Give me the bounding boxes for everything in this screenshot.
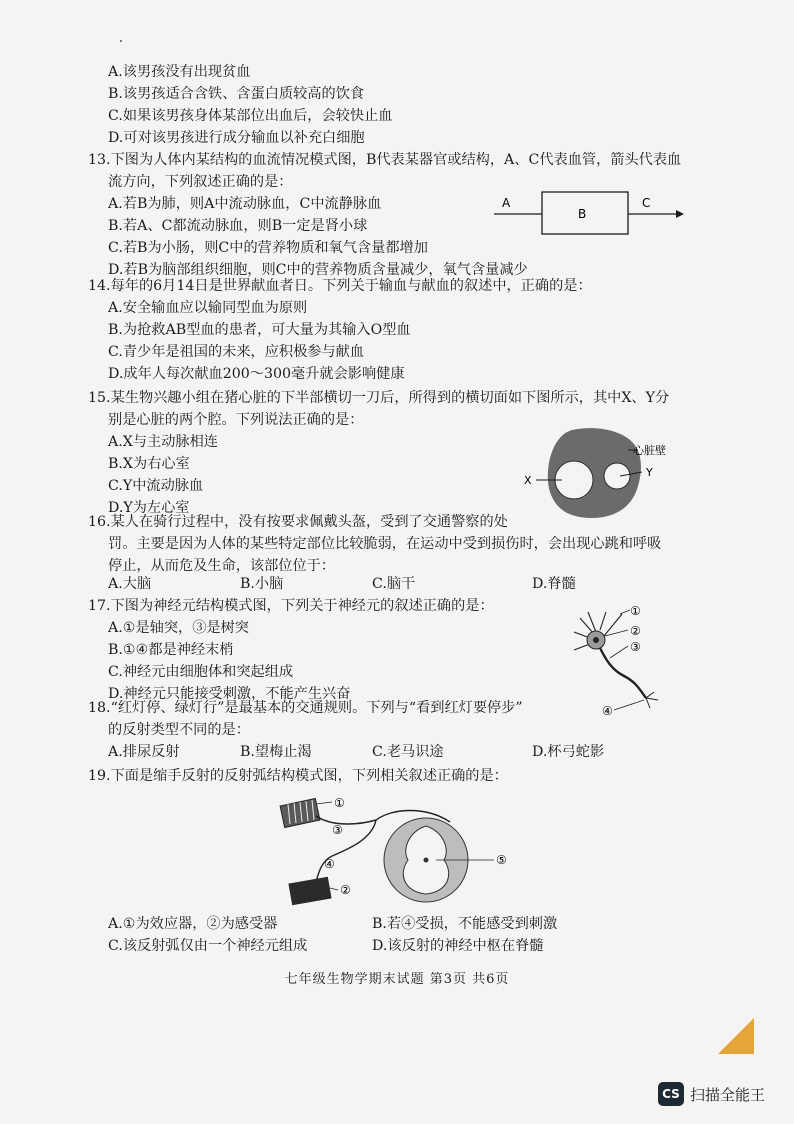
- label-3: ③: [332, 823, 343, 837]
- q15-option-a: A.X与主动脉相连: [108, 434, 218, 450]
- q15-stem-cont: 别是心脏的两个腔。下列说法正确的是：: [108, 412, 364, 428]
- axon-terminals: [646, 692, 658, 708]
- q13-stem-cont: 流方向，下列叙述正确的是：: [108, 174, 293, 190]
- q16-stem-cont: 罚。主要是因为人体的某些特定部位比较脆弱，在运动中受到损伤时，会出现心跳和呼吸: [108, 536, 662, 552]
- q19-option-d: D.该反射的神经中枢在脊髓: [372, 938, 544, 954]
- watermark-text: 扫描全能王: [690, 1085, 766, 1104]
- q19-option-a: A.①为效应器，②为感受器: [108, 916, 278, 932]
- q17-option-b: B.①④都是神经末梢: [108, 642, 234, 658]
- reflex-arc-diagram: [276, 794, 526, 912]
- page-curl-corner: [718, 1018, 754, 1054]
- q16-option-d: D.脊髓: [532, 576, 576, 592]
- q17-option-a: A.①是轴突，③是树突: [108, 620, 249, 636]
- q17-option-c: C.神经元由细胞体和突起组成: [108, 664, 294, 680]
- arrow-head: [676, 210, 684, 218]
- q14-option-d: D.成年人每次献血200～300毫升就会影响健康: [108, 366, 405, 382]
- q16-stem: 16.某人在骑行过程中，没有按要求佩戴头盔，受到了交通警察的处: [88, 514, 508, 530]
- effector-muscle: [288, 877, 331, 906]
- scanner-watermark: [658, 1082, 765, 1106]
- q13-option-a: A.若B为肺，则A中流动脉血，C中流静脉血: [108, 196, 382, 212]
- q14-option-a: A.安全输血应以输同型血为原则: [108, 300, 308, 316]
- q18-stem: 18.“红灯停、绿灯行”是最基本的交通规则。下列与“看到红灯要停步”: [88, 700, 523, 716]
- page-footer: 七年级生物学期末试题 第3页 共6页: [284, 972, 510, 987]
- q12-option-b: B.该男孩适合含铁、含蛋白质较高的饮食: [108, 86, 365, 102]
- q14-option-b: B.为抢救AB型血的患者，可大量为其输入O型血: [108, 322, 411, 338]
- nucleus: [593, 637, 599, 643]
- label-x: X: [524, 474, 532, 487]
- q13-option-c: C.若B为小肠，则C中的营养物质和氧气含量都增加: [108, 240, 428, 256]
- chamber-y: [604, 463, 630, 489]
- q12-option-d: D.可对该男孩进行成分输血以补充白细胞: [108, 130, 365, 146]
- label-b: B: [578, 207, 587, 221]
- label-1: ①: [334, 796, 345, 810]
- q18-option-c: C.老马识途: [372, 744, 444, 760]
- q17-option-d: D.神经元只能接受刺激，不能产生兴奋: [108, 686, 351, 702]
- label-2: ②: [630, 624, 641, 638]
- q19-option-b: B.若④受损，不能感受到刺激: [372, 916, 558, 932]
- speck: [120, 40, 122, 42]
- neuron-diagram: [566, 600, 666, 722]
- label-1: ①: [630, 604, 641, 618]
- label-3: ③: [630, 640, 641, 654]
- q18-option-b: B.望梅止渴: [240, 744, 312, 760]
- label-y: Y: [646, 466, 653, 479]
- blood-flow-diagram: [490, 186, 690, 236]
- q12-option-c: C.如果该男孩身体某部位出血后，会较快止血: [108, 108, 393, 124]
- q16-option-c: C.脑干: [372, 576, 416, 592]
- label-4: ④: [602, 704, 613, 718]
- q13-option-b: B.若A、C都流动脉血，则B一定是肾小球: [108, 218, 368, 234]
- q15-option-d: D.Y为左心室: [108, 500, 190, 516]
- receptor-skin: [280, 798, 320, 827]
- q13-option-d: D.若B为脑部组织细胞，则C中的营养物质含量减少，氧气含量减少: [108, 262, 528, 278]
- q18-option-a: A.排尿反射: [108, 744, 180, 760]
- label-wall: 心脏壁: [633, 444, 666, 457]
- label-2: ②: [340, 883, 351, 897]
- q15-option-c: C.Y中流动脉血: [108, 478, 204, 494]
- q15-option-b: B.X为右心室: [108, 456, 190, 472]
- q17-stem: 17.下图为神经元结构模式图，下列关于神经元的叙述正确的是：: [88, 598, 494, 614]
- q13-stem: 13.下图为人体内某结构的血流情况模式图，B代表某器官或结构，A、C代表血管，箭头代表血: [88, 152, 682, 168]
- q14-option-c: C.青少年是祖国的未来，应积极参与献血: [108, 344, 365, 360]
- q12-option-a: A.该男孩没有出现贫血: [108, 64, 251, 80]
- q18-stem-cont: 的反射类型不同的是：: [108, 722, 250, 738]
- label-5: ⑤: [496, 853, 507, 867]
- label-a: A: [502, 196, 511, 210]
- camscanner-logo: CS: [658, 1082, 684, 1106]
- q18-option-d: D.杯弓蛇影: [532, 744, 605, 760]
- sensory-nerve: [316, 816, 376, 824]
- q14-stem: 14.每年的6月14日是世界献血者日。下列关于输血与献血的叙述中，正确的是：: [88, 278, 592, 294]
- heart-cross-section: [520, 424, 680, 524]
- q19-option-c: C.该反射弧仅由一个神经元组成: [108, 938, 308, 954]
- label-c: C: [642, 196, 651, 210]
- label-4: ④: [324, 857, 335, 871]
- q15-stem: 15.某生物兴趣小组在猪心脏的下半部横切一刀后，所得到的横切面如下图所示，其中X、Y分: [88, 390, 670, 406]
- axon: [600, 648, 646, 698]
- q16-stem-cont2: 停止，从而危及生命，该部位位于：: [108, 558, 336, 574]
- q16-option-a: A.大脑: [108, 576, 152, 592]
- q19-stem: 19.下面是缩手反射的反射弧结构模式图，下列相关叙述正确的是：: [88, 768, 508, 784]
- q16-option-b: B.小脑: [240, 576, 284, 592]
